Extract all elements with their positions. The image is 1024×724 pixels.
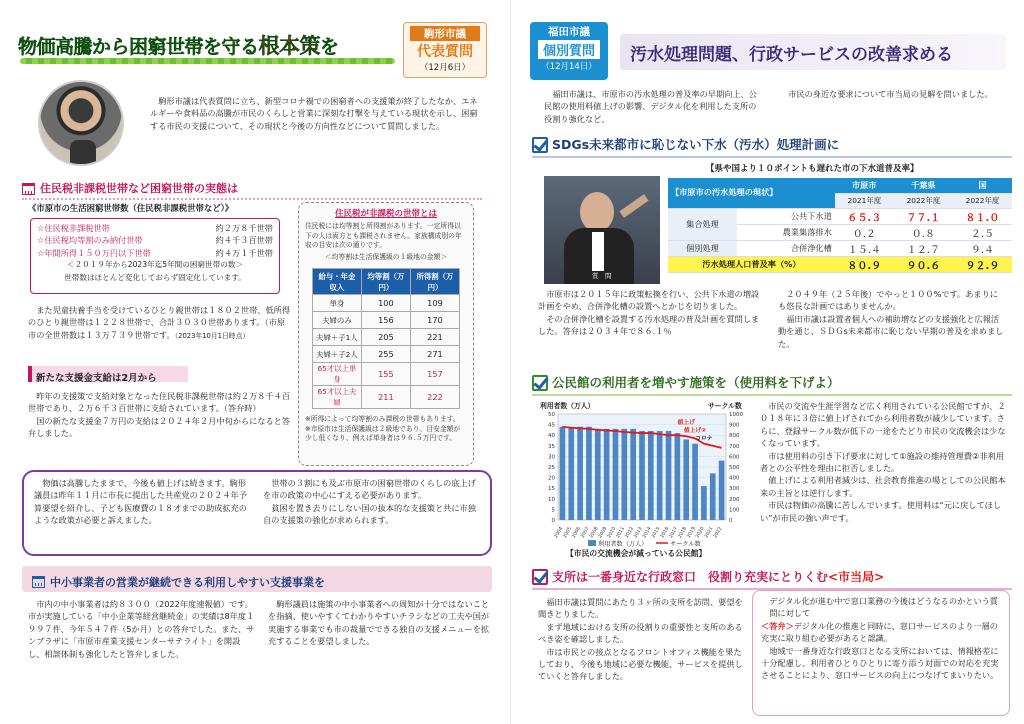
table-row: 農業集落排水 ０.２ ０.８ ２.５: [668, 224, 1012, 240]
table-year: 2021年度: [835, 193, 894, 208]
left-sec2-title: 新たな支援金支給は2月から: [28, 366, 188, 382]
tax-row: 65才以上単身 155 157: [313, 363, 460, 386]
left-sec1-title: 住民税非課税世帯など困窮世帯の実態は: [22, 180, 482, 200]
ytick-right: 500: [729, 465, 740, 471]
summary-right: 世帯の３割にも及ぶ市原市の困窮世帯のくらしの底上げを市の政策の中心にすえる必要があります。 貧困を置き去りにしない国の抜本的な支援策と共に市独自の支援策の強化が求められます。: [263, 478, 476, 526]
bar-users: [560, 427, 566, 520]
left-page-title: 物価高騰から困窮世帯を守る根本策を: [18, 34, 339, 58]
tax-table: [312, 268, 460, 409]
ytick-left: 20: [548, 475, 555, 482]
checkbox-icon: [532, 137, 548, 153]
poverty-item: ☆住民税均等割のみ納付世帯 約４千３百世帯: [37, 235, 273, 246]
poverty-item: ☆住民税非課税世帯 約２万８千世帯: [37, 223, 273, 233]
tag-name: 福田市議: [548, 26, 590, 38]
ytick-right: 200: [729, 496, 740, 503]
tax-row: 夫婦＋子2人 255 271: [313, 346, 460, 363]
legend-line: サークル数: [670, 541, 701, 548]
chart-annotation: コロナ: [695, 436, 713, 442]
ytick-left: 10: [548, 496, 555, 503]
bar-users: [675, 433, 681, 520]
bar-users: [701, 486, 707, 520]
summary-box: [22, 470, 492, 556]
bar-users: [613, 429, 619, 520]
xtick: 2017: [668, 526, 680, 540]
ytick-left: 40: [548, 433, 555, 440]
xtick: 2012: [624, 526, 635, 540]
xtick: 2022: [713, 526, 724, 540]
tax-row: 夫婦のみ 156 170: [313, 312, 460, 329]
right-question-tag: [530, 22, 608, 80]
left-sec3-right-text: 駒形議員は施策の中小事業者への周知が十分ではないことを指摘、使いやすくてわかりやすいチラシなどの工夫や国が実施する事業でも市の裁量でできる独自の支援メニューを拡充することを要望しました。: [268, 599, 490, 647]
checkbox-icon: [532, 375, 548, 391]
right-page-title: 汚水処理問題、行政サービスの改善求める: [620, 34, 1006, 70]
ytick-right: 400: [729, 475, 740, 482]
chart-annotation: 値上げ②: [683, 428, 707, 434]
table-caption: 【県や国より１０ポイントも遅れた市の下水道普及率】: [706, 164, 919, 174]
answer-box: [752, 590, 1010, 716]
xtick: 2010: [607, 526, 618, 540]
tag-kind: 代表質問: [417, 44, 473, 60]
bar-users: [577, 427, 583, 520]
page-divider: [510, 0, 511, 724]
ytick-left: 25: [548, 465, 555, 471]
tax-box-text: 住民税には均等割と所得割があります。一定所得以下の人は両方とも課税されません。家族構成別の年収の目安は次の通りです。: [305, 222, 462, 249]
ytick-right: 900: [729, 422, 740, 429]
table-year: 2022年度: [953, 193, 1012, 208]
bar-users: [683, 439, 689, 520]
ytick-left: 5: [551, 507, 555, 514]
xtick: 2008: [589, 526, 600, 540]
table-col-head: 千葉県: [894, 178, 953, 193]
list-icon: [32, 576, 45, 588]
bar-users: [568, 427, 574, 520]
ytick-right: 100: [729, 507, 740, 514]
poverty-caption: 《市原市の生活困窮世帯数（住民税非課税世帯など）》: [28, 203, 234, 213]
left-sec2-text: 昨年の支援策で支給対象となった住民税非課税世帯は約２万８千４百世帯であり、２万６千３百世帯に支給されています。（答弁時） 国の新たな支援金７万円の支給は２０２４年２月中旬からになると答弁しました。: [28, 391, 291, 439]
ytick-right: 600: [729, 454, 740, 461]
chart-ylabel-right: サークル数: [708, 402, 742, 410]
tag-kind: 個別質問: [538, 40, 600, 59]
left-question-tag: [403, 22, 487, 78]
xtick: 2009: [598, 526, 609, 540]
chart-legend: [588, 540, 702, 548]
summary-left: 物価は高騰したままで、今後も値上げは続きます。駒形議員は昨年１１月に市長に提出した共産党の２０２４年予算要望を紹介し、子ども医療費の１８才までの助成拡充のような政策が必要と訴えました。: [34, 478, 247, 526]
chart-ylabel-left: 利用者数（万人）: [540, 402, 595, 410]
chart-caption: 【市民の交流機会が減っている公民館】: [566, 549, 707, 558]
tax-box: [298, 202, 474, 466]
tag-name: 駒形市議: [410, 26, 480, 41]
tax-row: 夫婦＋子1人 205 221: [313, 329, 460, 346]
xtick: 2020: [695, 526, 706, 540]
tax-header: 給与・年金収入: [313, 269, 362, 295]
ytick-right: 0: [729, 518, 733, 524]
title-underline: [20, 58, 395, 64]
ytick-left: 50: [548, 412, 555, 418]
poverty-note2: 世帯数はほとんど変化しておらず固定化しています。: [64, 272, 246, 282]
tax-row: 65才以上夫婦 211 222: [313, 386, 460, 409]
ytick-right: 300: [729, 486, 740, 493]
tax-notes: ※所得によって均等割のみ課税の世帯もあります。 ※市原市は生活保護級は２級地であり、目安金額が少し低くなり、例えば単身者は９６.５万円です。: [305, 415, 461, 442]
ytick-left: 45: [548, 422, 555, 429]
xtick: 2006: [571, 526, 582, 540]
right-sec2-title: 公民館の利用者を増やす施策を（使用料を下げよ）: [532, 372, 1012, 396]
table-total-row: 汚水処理人口普及率（%） ８０.９ ９０.６ ９２.９: [668, 256, 1012, 272]
legend-bars: 利用者数（万人）: [598, 541, 648, 548]
answer-body: ＜答弁＞デジタル化の推進と同時に、窓口サービスのより一層の充実に取り組む必要があると認識。 地域で一番身近な行政窓口となる支所においては、情報格差に十分配慮し、利用者ひとりひとりに寄り添う対面での対応を充実させることにより、窓口サービスの向上につなげてまいりたい。: [761, 620, 999, 681]
chart-annotation: 値上げ: [677, 420, 695, 426]
bar-users: [657, 431, 663, 520]
photo-label: 質 問: [588, 271, 616, 280]
ytick-left: 15: [548, 486, 555, 493]
xtick: 2013: [633, 526, 644, 540]
ytick-right: 700: [729, 443, 740, 450]
right-sec2-text: 市民の交流や生涯学習など広く利用されている公民館ですが、２０１８年に３倍に値上げされてから利用者数が減少しています。さらに、登録サークル数が低下の一途をたどり市民の交流機会は少なくなっています。 市は使用料の引き下げ要求に対して①施設の維持管理費②非利用者との公平性を理由に拒否しました。 値上げによる利用者減少は、社会教育推進の場としての公民館本来の主旨とは逆行します。 市民は物価の高騰に苦しんでいます。使用料は“元に戻してほしい”が市民の強い声です。: [760, 401, 1006, 523]
ytick-left: 35: [548, 443, 555, 450]
ytick-right: 800: [729, 433, 740, 440]
right-sec1-title: SDGs未来都市に恥じない下水（汚水）処理計画に: [532, 134, 1012, 158]
ytick-left: 0: [551, 518, 555, 524]
right-intro-left: 福田市議は、市原市の汚水処理の普及率の早期向上、公民館の使用料値上げの影響、デジタル化を利用した支所の役割り強化など、: [544, 89, 757, 124]
ytick-left: 30: [548, 454, 555, 461]
xtick: 2007: [580, 526, 591, 540]
bar-users: [648, 431, 654, 520]
xtick: 2005: [562, 526, 573, 540]
speaker-photo-right: [544, 176, 660, 284]
xtick: 2011: [615, 526, 627, 540]
left-intro: 駒形市議は代表質問に立ち、新型コロナ禍での困窮者への支援策が終了したなか、エネルギーや食料品の高騰が市民のくらしと営業に深刻な打撃を与えている現状を示し、困窮する市民の支援について、その現状と今後の方向性などについて質問しました。: [150, 96, 478, 131]
single-parent-text: また児童扶養手当を受けているひとり親世帯は１８０２世帯、低所得のひとり親世帯は１２２８世帯で、合計３０３０世帯あります。（市原市の全世帯数は１３万７３９世帯です。（2023年10月1日時点）: [28, 305, 291, 340]
table-col-head: 市原市: [835, 178, 894, 193]
right-sec3-left-text: 福田市議は質問にあたり３ヶ所の支所を訪問、要望を聞きとりました。 まず地域における支所の役割りの重要性と支所のあるべき姿を確認しました。 市は市民との接点となるフロントオフィス機能を果たしており、今後も地域に必要な機能、サービスを提供していくと答弁しました。: [538, 597, 743, 682]
bar-users: [639, 431, 645, 520]
left-sec3-header: 中小事業者の営業が継続できる利用しやすい支援事業を: [22, 566, 492, 592]
community-center-chart: [536, 398, 754, 550]
xtick: 2014: [642, 526, 653, 540]
ytick-right: 1000: [729, 412, 743, 418]
xtick: 2019: [686, 526, 697, 540]
bar-users: [621, 429, 627, 520]
checkbox-icon: [532, 569, 548, 585]
answer-question: デジタル化が進む中で窓口業務の今後はどうなるのかという質問に対して: [769, 596, 998, 619]
table-header-label: 【市原市の汚水処理の現状】: [668, 178, 835, 208]
table-row: 個別処理 合併浄化槽 １５.４ １２.７ ９.４: [668, 240, 1012, 256]
table-col-head: 国: [953, 178, 1012, 193]
xtick: 2018: [677, 526, 688, 540]
xtick: 2016: [660, 526, 671, 540]
bar-users: [604, 429, 610, 520]
poverty-item: ☆年間所得１５０万円以下世帯 約４万１千世帯: [37, 247, 273, 258]
xtick: 2004: [553, 526, 565, 540]
xtick: 2015: [651, 526, 662, 540]
right-sec3-title: 支所は一番身近な行政窓口 役割り充実にとりくむ<市当局>: [532, 566, 1012, 590]
bar-users: [692, 444, 698, 520]
tax-box-title: 住民税が非課税の世帯とは: [334, 209, 437, 219]
tag-date: （12月6日）: [419, 63, 471, 73]
bar-users: [630, 429, 636, 520]
right-sec1-left-text: 市原市は２０１５年に政策転換を行い、公共下水道の増設計画をやめ、合併浄化槽の設置へとかじを切りました。 その合併浄化槽を設置する汚水処理の普及計画を質問しました。答弁は２０３４年で８６.１％: [538, 289, 760, 337]
bar-users: [719, 461, 725, 520]
bar-users: [666, 431, 672, 520]
tag-date: （12月14日）: [541, 62, 597, 72]
tax-header: 所得割（万円）: [410, 269, 459, 295]
tax-header: 均等割（万円）: [361, 269, 410, 295]
table-year: 2022年度: [894, 193, 953, 208]
right-sec1-right-text: ２０４９年（２５年後）でやっと１００%です。あまりにも悠長な計画ではありませんか。 福田市議は設置者個人への補助増などの支援強化と広報活動を通じ、ＳＤＧs未来都市に恥じない早期の普及を求めました。: [778, 289, 1004, 349]
left-sec3-left-text: 市内の中小事業者は約８３００（2022年度速報値）です。市が実施している「中小企業等経営継続金」の実績は8年度１９９７件、今年５４７件（5か月）との答弁でした。また、サンプラザに「市原市産業支援センターサテライト」を開設し、相談体制も強化したと答弁しました。: [28, 599, 255, 659]
bar-users: [595, 429, 601, 520]
xtick: 2021: [704, 526, 715, 540]
right-intro-right: 市民の身近な要求について市当局の見解を問いました。: [788, 89, 993, 99]
speaker-photo-left: [38, 80, 124, 166]
poverty-note: ＜２０１９年から2023年迄5年間の困窮世帯の数＞: [66, 260, 244, 270]
poverty-box: [30, 218, 280, 294]
tax-row: 単身 100 109: [313, 295, 460, 312]
bar-users: [586, 427, 592, 520]
table-row: 集合処理 公共下水道 ６５.３ ７７.１ ８１.０: [668, 208, 1012, 224]
bar-users: [710, 473, 716, 520]
sewage-table: [668, 178, 1012, 273]
tax-box-sub: ＜均等割は生活保護級の１級地の金額＞: [324, 252, 448, 261]
list-icon: [22, 183, 35, 195]
